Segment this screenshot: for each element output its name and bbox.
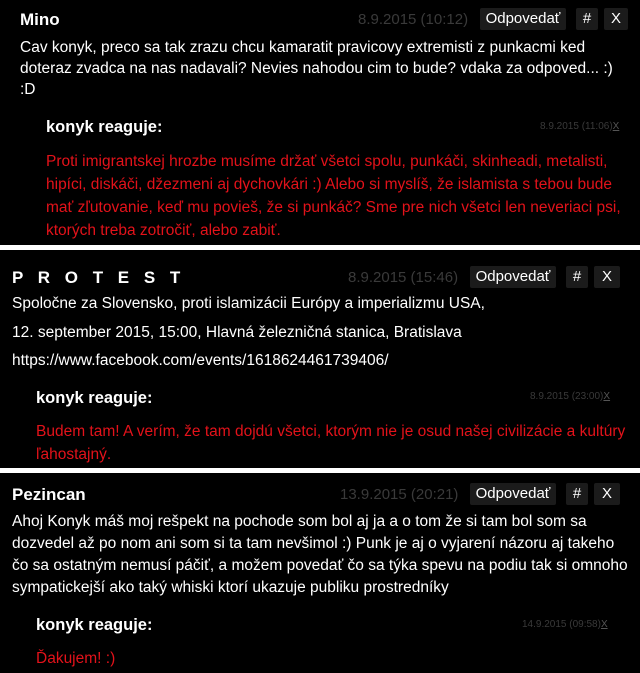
comment-author: Pezincan: [12, 485, 86, 504]
delete-button[interactable]: X: [594, 266, 620, 288]
reply-date-text: 8.9.2015 (11:06): [540, 121, 613, 132]
comment-header: [0, 483, 640, 507]
comment-header: [0, 266, 640, 290]
reply-date-text: 14.9.2015 (09:58): [522, 619, 601, 630]
delete-button[interactable]: X: [594, 483, 620, 505]
permalink-button[interactable]: #: [566, 483, 588, 505]
comment-date: 8.9.2015 (10:12): [358, 11, 469, 28]
reply-text: Ďakujem! :): [36, 650, 116, 667]
reply-button[interactable]: Odpovedať: [470, 266, 556, 288]
comment-3: [0, 473, 640, 673]
event-link[interactable]: https://www.facebook.com/events/1618624461739406/: [12, 352, 389, 369]
reply-delete-link[interactable]: X: [603, 391, 611, 402]
reply-header: konyk reaguje:: [36, 616, 153, 634]
comment-text: Cav konyk, preco sa tak zrazu chcu kamaratit pravicovy extremisti z punkacmi ked doteraz zvadca na nas nadavali? Nevies nahodou cim to bude? vdaka za odpoved... :) :D: [20, 39, 613, 98]
reply-date-text: 8.9.2015 (23:00): [530, 391, 604, 402]
reply-delete-link[interactable]: X: [600, 619, 608, 630]
reply-button[interactable]: Odpovedať: [480, 8, 566, 30]
comment-header: [0, 8, 640, 32]
comment-date: 8.9.2015 (15:46): [348, 269, 459, 286]
delete-button[interactable]: X: [604, 8, 628, 30]
reply-header: konyk reaguje:: [36, 389, 153, 407]
comment-1: [0, 0, 640, 245]
reply-text: Proti imigrantskej hrozbe musíme držať všetci spolu, punkáči, skinheadi, metalisti, hipíci, diskáči, džezmeni aj dychovkári :) Alebo si myslíš, že islamista s tebou bude mať zľutovanie, keď mu povieš, že si punkáč? Sme pre nich všetci len neveriaci psi, ktorých treba zotročiť, alebo zabiť.: [46, 153, 621, 239]
comment-author: Mino: [20, 10, 60, 29]
comment-author: P R O T E S T: [12, 268, 186, 287]
comment-date: 13.9.2015 (20:21): [340, 486, 459, 503]
reply-header: konyk reaguje:: [46, 118, 163, 136]
permalink-button[interactable]: #: [566, 266, 588, 288]
reply-delete-link[interactable]: X: [612, 121, 620, 132]
comment-text: Ahoj Konyk máš moj rešpekt na pochode som bol aj ja a o tom že si tam bol som sa dozvedel až po nom ani som si ta tam nevšimol :) Punk je aj o vyjarení názoru aj takeho čo sa ostatným nemusí páčiť, a možem povedať čo sa týka spevu na podiu tak si omnoho sympatickejší ako taký whiski ktorí ukazuje publiku prostredníky: [12, 513, 628, 596]
comment-2: [0, 250, 640, 463]
reply-button[interactable]: Odpovedať: [470, 483, 556, 505]
permalink-button[interactable]: #: [576, 8, 598, 30]
reply-date: [540, 121, 619, 132]
comment-text-line: Spoločne za Slovensko, proti islamizácii Európy a imperializmu USA,: [12, 295, 485, 312]
comment-text-line: 12. september 2015, 15:00, Hlavná železničná stanica, Bratislava: [12, 324, 462, 341]
reply-date: [522, 619, 608, 630]
reply-text: Budem tam! A verím, že tam dojdú všetci, ktorým nie je osud našej civilizácie a kultúry ľahostajný.: [36, 423, 626, 463]
reply-date: [530, 391, 610, 402]
